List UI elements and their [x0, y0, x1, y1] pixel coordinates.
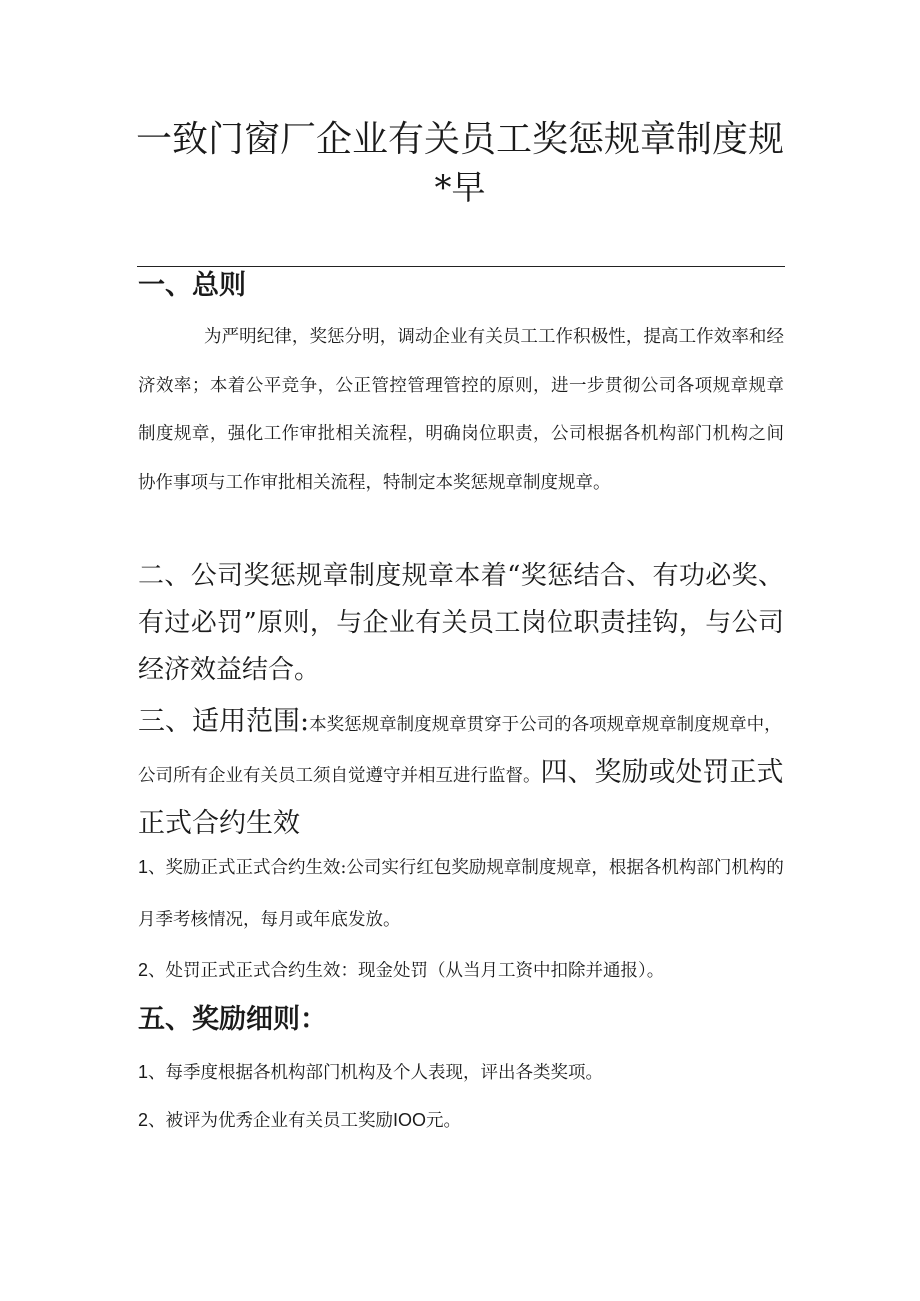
section5-item-2: [138, 1094, 784, 1147]
section3-body: 本奖惩规章制度规章贯穿于公司的各项规章规章制度规章中，公司所有企业有关员工须自觉遵守并相互进行监督。: [138, 715, 782, 786]
item-number: 2: [138, 1110, 149, 1130]
reward-amount: IOO: [393, 1110, 427, 1130]
item-number: 1: [138, 1062, 149, 1082]
section5-item-1: [138, 1046, 784, 1099]
reward-unit: 元。: [426, 1111, 462, 1131]
section2-text: 二、公司奖惩规章制度规章本着“奖惩结合、有功必奖、有过必罚”原则，与企业有关员工岗位职责挂钩，与公司经济效益结合。: [138, 561, 784, 685]
section1-heading: 一、总则: [138, 270, 246, 301]
item-text: 、处罚正式正式合约生效：现金处罚（从当月工资中扣除并通报）。: [148, 961, 665, 981]
document-title-line1: 一致门窗厂企业有关员工奖惩规章制度规: [135, 119, 784, 160]
item-text: 、被评为优秀企业有关员工奖励: [148, 1111, 394, 1131]
item-text: 、奖励正式正式合约生效:公司实行红包奖励规章制度规章，根据各机构部门机构的月季考核情况，每月或年底发放。: [138, 858, 784, 930]
section5-heading: 五、奖励细则：: [138, 1004, 327, 1035]
item-number: 1: [138, 857, 149, 877]
section3-paragraph: [138, 698, 784, 851]
section4-item-2: [138, 944, 784, 997]
header-divider: [137, 266, 785, 267]
section4-heading: 四、奖励或处罚正式正式合约生效: [138, 757, 784, 839]
section3-heading: 三、适用范围:: [138, 706, 310, 737]
document-title-line2: *早: [434, 168, 486, 208]
item-number: 2: [138, 960, 149, 980]
item-text: 、每季度根据各机构部门机构及个人表现，评出各类奖项。: [148, 1063, 604, 1083]
section1-body: 为严明纪律，奖惩分明，调动企业有关员工工作积极性，提高工作效率和经济效率；本着公平竞争，公正管控管理管控的原则，进一步贯彻公司各项规章规章制度规章，强化工作审批相关流程，明确岗位职责，公司根据各机构部门机构之间协作事项与工作审批相关流程，特制定本奖惩规章制度规章。: [138, 327, 784, 493]
section4-item-1: [138, 841, 784, 946]
